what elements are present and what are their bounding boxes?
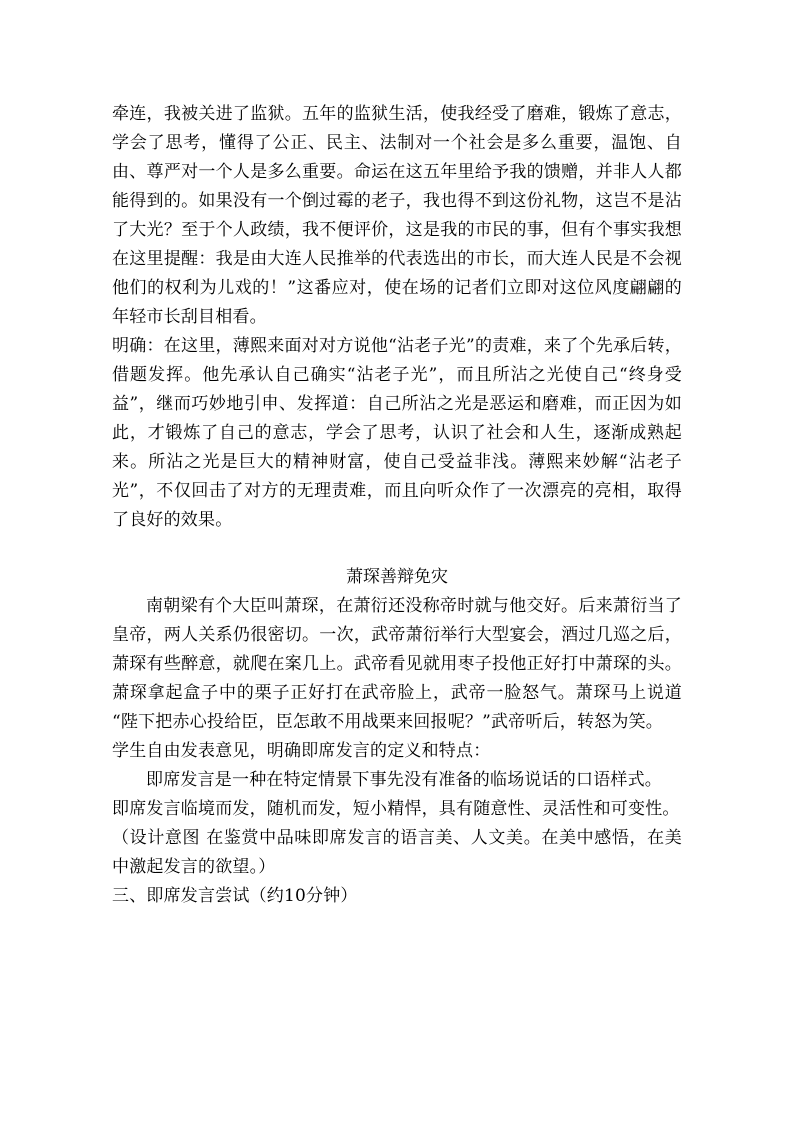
document-body: [112, 100, 682, 911]
paragraph-characteristics: 即席发言临境而发，随机而发，短小精悍，具有随意性、灵活性和可变性。: [112, 799, 680, 819]
paragraph-story: 南朝梁有个大臣叫萧琛，在萧衍还没称帝时就与他交好。后来萧衍当了皇帝，两人关系仍很密切。一次，武帝萧衍举行大型宴会，酒过几巡之后，萧琛有些醉意，就爬在案几上。武帝看见就用枣子投他正好打中萧琛的头。萧琛拿起盒子中的栗子正好打在武帝脸上，武帝一脸怒气。萧琛马上说道 “陛下把赤心投给臣，臣怎敢不用战栗来回报呢？”武帝听后，转怒为笑。: [112, 596, 682, 732]
paragraph-analysis: 明确：在这里，薄熙来面对对方说他“沾老子光”的责难，来了个先承后转，借题发挥。他先承认自己确实“沾老子光”，而且所沾之光使自己“终身受益”，继而巧妙地引申、发挥道：自己所沾之光是恶运和磨难，而正因为如此，才锻炼了自己的意志，学会了思考，认识了社会和人生，逐渐成熟起来。所沾之光是巨大的精神财富，使自己受益非浅。薄熙来妙解“沾老子光”，不仅回击了对方的无理责难，而且向听众作了一次漂亮的亮相，取得了良好的效果。: [112, 336, 682, 530]
section-heading-practice: 三、即席发言尝试（约10分钟）: [112, 886, 358, 906]
paragraph-student-discussion: 学生自由发表意见，明确即席发言的定义和特点：: [112, 741, 491, 761]
paragraph-design-intent: （设计意图 在鉴赏中品味即席发言的语言美、人文美。在美中感悟，在美中激起发言的欲望。）: [112, 828, 682, 877]
paragraph-speech-quote: 牵连，我被关进了监狱。五年的监狱生活，使我经受了磨难，锻炼了意志，学会了思考，懂得了公正、民主、法制对一个社会是多么重要，温饱、自由、尊严对一个人是多么重要。命运在这五年里给予我的馈赠，并非人人都能得到的。如果没有一个倒过霉的老子，我也得不到这份礼物，这岂不是沾了大光？至于个人政绩，我不便评价，这是我的市民的事，但有个事实我想在这里提醒：我是由大连人民推举的代表选出的市长，而大连人民是不会视他们的权利为儿戏的！”这番应对，使在场的记者们立即对这位风度翩翩的年轻市长刮目相看。: [112, 104, 682, 327]
section-title: 萧琛善辩免灾: [346, 567, 448, 587]
paragraph-definition: 即席发言是一种在特定情景下事先没有准备的临场说话的口语样式。: [146, 770, 662, 790]
